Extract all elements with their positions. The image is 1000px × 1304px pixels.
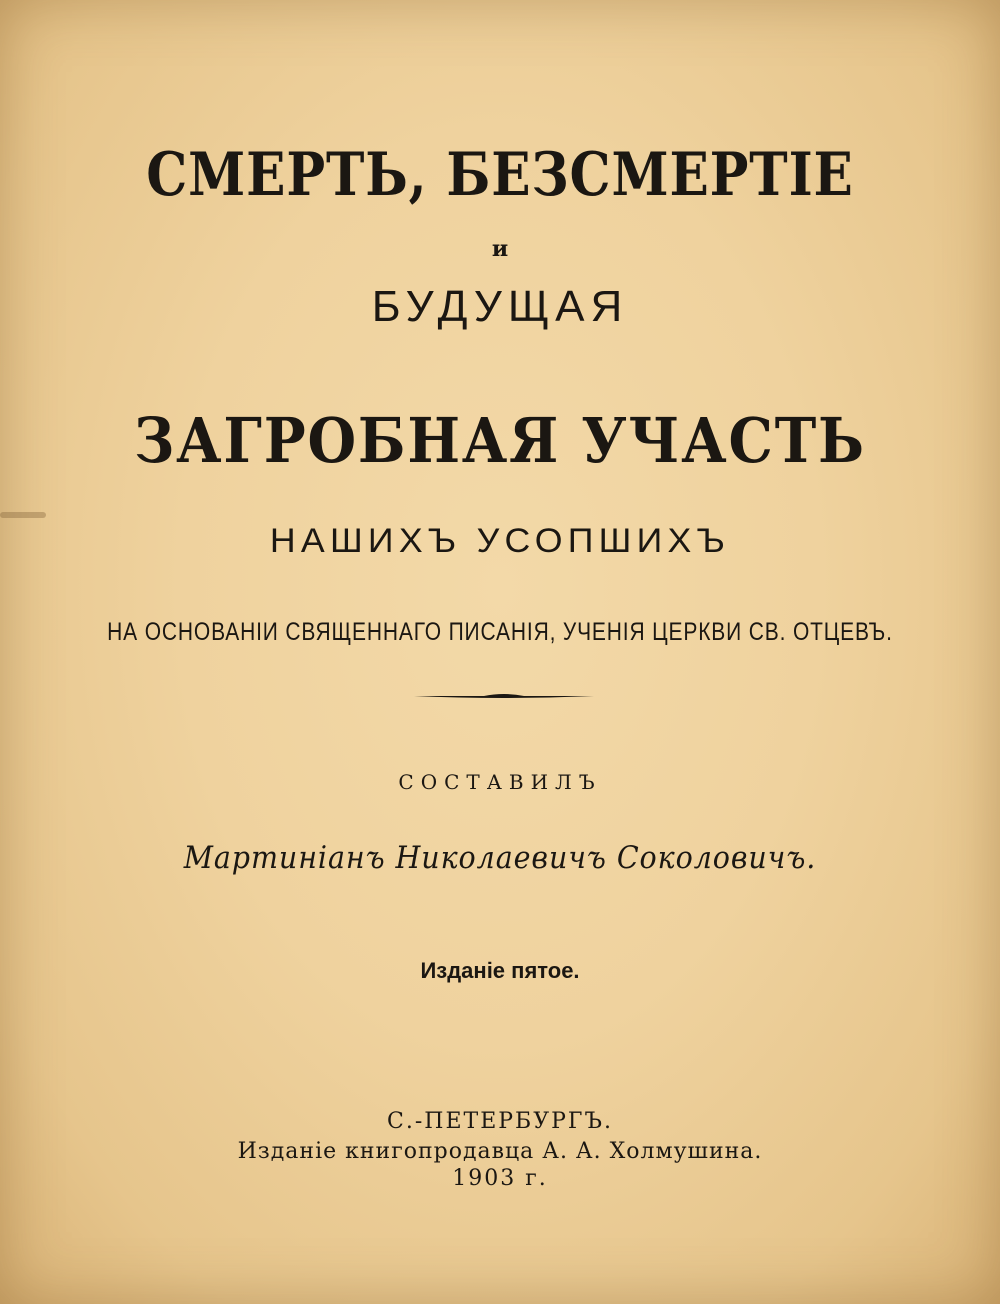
title-line-2: БУДУЩАЯ <box>371 282 629 331</box>
publication-year: 1903 г. <box>452 1166 548 1191</box>
title-conjunction: и <box>491 236 509 262</box>
title-line-3: ЗАГРОБНАЯ УЧАСТЬ <box>134 404 866 477</box>
ornamental-divider <box>414 692 594 700</box>
publisher-line: Изданіе книгопродавца А. А. Холмушина. <box>237 1139 763 1164</box>
compiled-by-label: СОСТАВИЛЪ <box>398 770 602 794</box>
edition-label: Изданіе пятое. <box>420 958 580 983</box>
paper-edge-tear <box>0 512 46 518</box>
subtitle: НАШИХЪ УСОПШИХЪ <box>269 522 731 560</box>
publication-city: С.-ПЕТЕРБУРГЪ. <box>387 1109 613 1134</box>
basis-line: НА ОСНОВАНІИ СВЯЩЕННАГО ПИСАНІЯ, УЧЕНІЯ ЦЕРКВИ СВ. ОТЦЕВЪ. <box>107 618 893 646</box>
author-name: Мартиніанъ Николаевичъ Соколовичъ. <box>183 840 817 876</box>
title-line-1: СМЕРТЬ, БЕЗСМЕРТІЕ <box>146 140 854 210</box>
